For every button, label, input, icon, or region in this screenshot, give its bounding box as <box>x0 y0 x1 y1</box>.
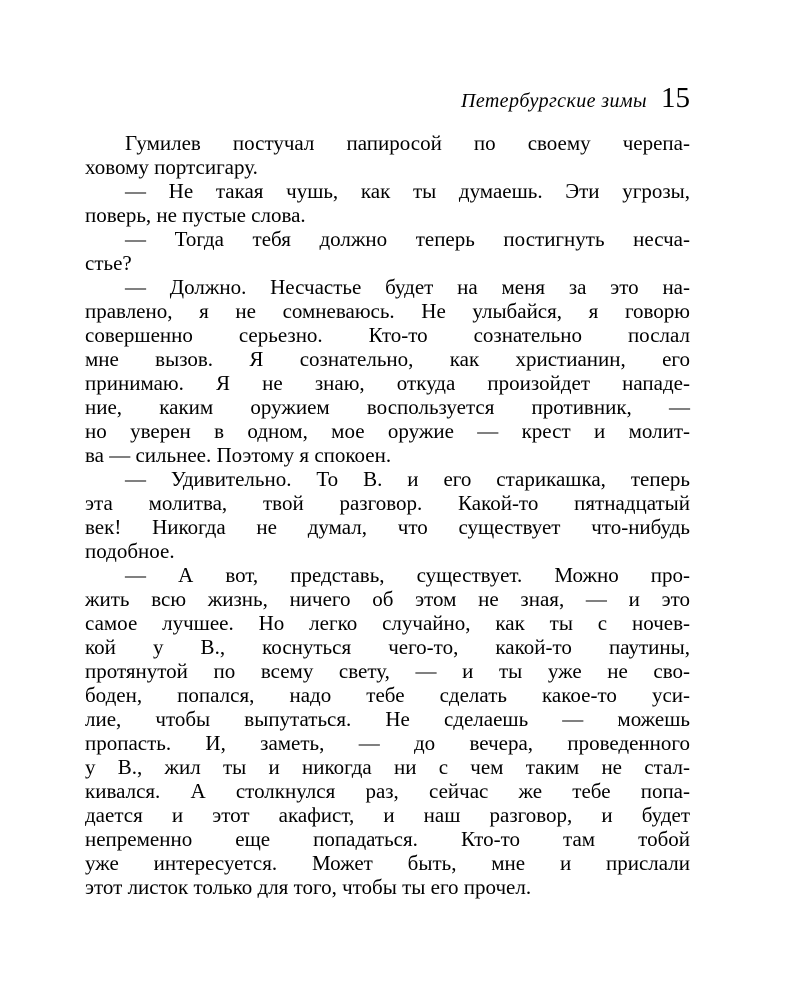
text-line: Гумилев постучал папиросой по своему черепа- <box>125 131 690 155</box>
text-line: у В., жил ты и никогда ни с чем таким не стал- <box>85 755 690 779</box>
text-line: ние, каким оружием воспользуется противник, — <box>85 395 690 419</box>
paragraph <box>85 179 690 227</box>
running-title: Петербургские зимы <box>460 90 647 112</box>
text-line: ховому портсигару. <box>85 155 258 179</box>
text-line: дается и этот акафист, и наш разговор, и будет <box>85 803 690 827</box>
text-line: пропасть. И, заметь, — до вечера, проведенного <box>85 731 690 755</box>
text-line: подобное. <box>85 539 175 563</box>
text-line: ва — сильнее. Поэтому я спокоен. <box>85 443 392 467</box>
text-line: — Тогда тебя должно теперь постигнуть несча- <box>125 227 690 251</box>
running-head <box>85 84 690 114</box>
text-line: эта молитва, твой разговор. Какой-то пятнадцатый <box>85 491 690 515</box>
text-line: кивался. А столкнулся раз, сейчас же тебе попа- <box>85 779 690 803</box>
text-line: стье? <box>85 251 132 275</box>
text-line: поверь, не пустые слова. <box>85 203 306 227</box>
text-line: протянутой по всему свету, — и ты уже не сво- <box>85 659 690 683</box>
text-line: — Должно. Несчастье будет на меня за это на- <box>125 275 690 299</box>
text-line: самое лучшее. Но легко случайно, как ты с ночев- <box>85 611 690 635</box>
text-line: этот листок только для того, чтобы ты его прочел. <box>85 875 532 899</box>
text-line: — Не такая чушь, как ты думаешь. Эти угрозы, <box>125 179 690 203</box>
text-line: век! Никогда не думал, что существует что-нибудь <box>85 515 690 539</box>
paragraph <box>85 563 690 899</box>
text-line: но уверен в одном, мое оружие — крест и молит- <box>85 419 690 443</box>
text-line: лие, чтобы выпутаться. Не сделаешь — можешь <box>85 707 690 731</box>
page-number: 15 <box>661 82 690 114</box>
text-line: правлено, я не сомневаюсь. Не улыбайся, я говорю <box>85 299 690 323</box>
text-line: жить всю жизнь, ничего об этом не зная, — и это <box>85 587 690 611</box>
text-body <box>85 131 690 899</box>
text-line: принимаю. Я не знаю, откуда произойдет нападе- <box>85 371 690 395</box>
paragraph <box>85 467 690 563</box>
text-line: кой у В., коснуться чего-то, какой-то паутины, <box>85 635 690 659</box>
paragraph <box>85 275 690 467</box>
text-line: — Удивительно. То В. и его старикашка, теперь <box>125 467 690 491</box>
paragraph <box>85 227 690 275</box>
text-line: совершенно серьезно. Кто-то сознательно послал <box>85 323 690 347</box>
text-line: непременно еще попадаться. Кто-то там тобой <box>85 827 690 851</box>
text-line: уже интересуется. Может быть, мне и прислали <box>85 851 690 875</box>
paragraph <box>85 131 690 179</box>
text-line: боден, попался, надо тебе сделать какое-то уси- <box>85 683 690 707</box>
text-line: — А вот, представь, существует. Можно про- <box>125 563 690 587</box>
text-line: мне вызов. Я сознательно, как христианин, его <box>85 347 690 371</box>
